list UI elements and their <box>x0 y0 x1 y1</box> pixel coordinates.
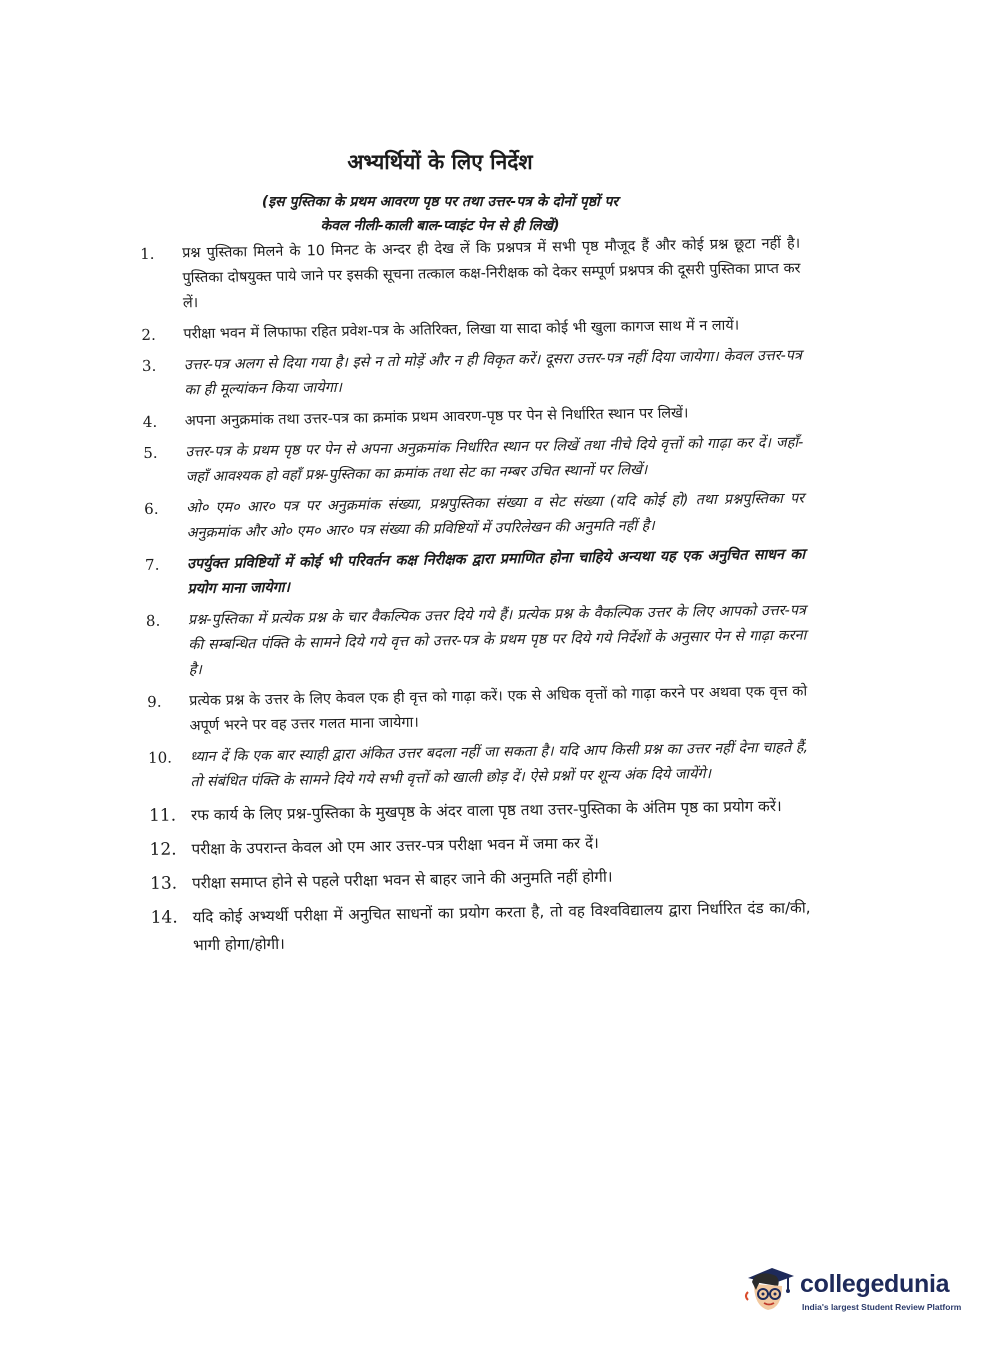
student-mascot-icon <box>742 1262 796 1316</box>
page-title: अभ्यर्थियों के लिए निर्देश <box>347 150 533 174</box>
page-subtitle <box>180 190 700 238</box>
instruction-text: प्रश्न पुस्तिका मिलने के 10 मिनट के अन्दर ही देख लें कि प्रश्नपत्र में सभी पृष्ठ मौजूद हैं और कोई प्रश्न छूटा नहीं है। पुस्तिका दोषयुक्त पाये जाने पर इसकी सूचना तत्काल कक्ष-निरीक्षक को देकर सम्पूर्ण प्रश्नपत्र की दूसरी पुस्तिका प्राप्त कर लें। <box>182 235 801 312</box>
instruction-number: 8. <box>145 611 161 630</box>
instruction-text: परीक्षा के उपरान्त केवल ओ एम आर उत्तर-पत्र परीक्षा भवन में जमा कर दें। <box>191 833 599 859</box>
instruction-number: 1. <box>140 244 155 263</box>
instruction-text: प्रश्न-पुस्तिका में प्रत्येक प्रश्न के चार वैकल्पिक उत्तर दिये गये हैं। प्रत्येक प्रश्न के वैकल्पिक उत्तर के लिए आपको उत्तर-पत्र की सम्बन्धित पंक्ति के सामने दिये गये वृत्त को उत्तर-पत्र के प्रथम पृष्ठ पर दिये गये निर्देशों के अनुसार पेन से गाढ़ा करना है। <box>187 602 807 679</box>
instruction-text: उपर्युक्त प्रविष्टियों में कोई भी परिवर्तन कक्ष निरीक्षक द्वारा प्रमाणित होना चाहिये अन्यथा यह एक अनुचित साधन का प्रयोग माना जायेगा। <box>186 546 806 598</box>
instruction-item <box>145 543 806 603</box>
instruction-number: 14. <box>150 907 178 928</box>
instruction-item <box>149 792 809 830</box>
instruction-number: 11. <box>148 805 177 826</box>
instruction-item <box>150 860 810 898</box>
instruction-item <box>147 680 808 740</box>
instruction-item <box>149 826 809 864</box>
instruction-item <box>143 400 803 435</box>
subtitle-line-2: केवल नीली-काली बाल-प्वाइंट पेन से ही लिखें) <box>320 218 560 234</box>
instruction-item <box>146 599 807 684</box>
instruction-number: 2. <box>141 325 156 344</box>
instruction-item <box>142 344 803 404</box>
instruction-text: उत्तर-पत्र के प्रथम पृष्ठ पर पेन से अपना अनुक्रमांक निर्धारित स्थान पर लिखें तथा नीचे दिये वृत्तों को गाढ़ा कर दें। जहाँ-जहाँ आवश्यक हो वहाँ प्रश्न-पुस्तिका का क्रमांक तथा सेट का नम्बर उचित स्थानों पर लिखें। <box>185 434 804 486</box>
instruction-list <box>140 232 811 966</box>
instruction-number: 9. <box>147 692 162 711</box>
instruction-text: परीक्षा भवन में लिफाफा रहित प्रवेश-पत्र के अतिरिक्त, लिखा या सादा कोई भी खुला कागज साथ में न लायें। <box>183 317 740 343</box>
subtitle-line-1: (इस पुस्तिका के प्रथम आवरण पृष्ठ पर तथा उत्तर-पत्र के दोनों पृष्ठों पर <box>261 194 619 210</box>
instruction-text: परीक्षा समाप्त होने से पहले परीक्षा भवन से बाहर जाने की अनुमति नहीं होगी। <box>191 867 613 893</box>
instruction-number: 4. <box>142 412 158 431</box>
instruction-number: 5. <box>143 443 158 462</box>
instruction-text: रफ कार्य के लिए प्रश्न-पुस्तिका के मुखपृष्ठ के अंदर वाला पृष्ठ तथा उत्तर-पुस्तिका के अंतिम पृष्ठ का प्रयोग करें। <box>190 796 782 825</box>
brand-name: collegedunia <box>800 1270 950 1298</box>
instruction-item <box>140 232 801 317</box>
instruction-text: यदि कोई अभ्यर्थी परीक्षा में अनुचित साधनों का प्रयोग करता है, तो वह विश्वविद्यालय द्वारा निर्धारित दंड का/की, भागी होगा/होगी। <box>192 898 811 955</box>
instruction-text: उत्तर-पत्र अलग से दिया गया है। इसे न तो मोड़ें और न ही विकृत करें। दूसरा उत्तर-पत्र नहीं दिया जायेगा। केवल उत्तर-पत्र का ही मूल्यांकन किया जायेगा। <box>183 347 802 399</box>
instruction-number: 7. <box>144 555 160 574</box>
instruction-item <box>150 894 811 960</box>
instruction-item <box>143 431 804 491</box>
instruction-number: 10. <box>147 748 173 767</box>
instruction-text: प्रत्येक प्रश्न के उत्तर के लिए केवल एक ही वृत्त को गाढ़ा करें। एक से अधिक वृत्तों को गाढ़ा करने पर अथवा एक वृत्त को अपूर्ण भरने पर वह उत्तर गलत माना जायेगा। <box>189 683 808 735</box>
instruction-number: 12. <box>149 839 177 860</box>
instruction-number: 3. <box>141 356 157 375</box>
instruction-item <box>141 313 801 348</box>
instruction-number: 6. <box>144 499 159 518</box>
instruction-text: अपना अनुक्रमांक तथा उत्तर-पत्र का क्रमांक प्रथम आवरण-पृष्ठ पर पेन से निर्धारित स्थान पर लिखें। <box>184 405 689 430</box>
instruction-number: 13. <box>149 873 178 894</box>
brand-tagline: India's largest Student Review Platform <box>802 1302 962 1312</box>
instruction-item <box>144 487 805 547</box>
instruction-text: ओ० एम० आर० पत्र पर अनुक्रमांक संख्या, प्रश्नपुस्तिका संख्या व सेट संख्या (यदि कोई हो) तथा प्रश्नपुस्तिका पर अनुक्रमांक और ओ० एम० आर० पत्र संख्या की प्रविष्टियों में उपरिलेखन की अनुमति नहीं है। <box>186 490 805 542</box>
instruction-text: ध्यान दें कि एक बार स्याही द्वारा अंकित उत्तर बदला नहीं जा सकता है। यदि आप किसी प्रश्न का उत्तर नहीं देना चाहते हैं, तो संबंधित पंक्ति के सामने दिये गये सभी वृत्तों को खाली छोड़ दें। ऐसे प्रश्नों पर शून्य अंक दिये जायेंगे। <box>189 739 809 791</box>
instruction-item <box>148 736 809 796</box>
collegedunia-watermark <box>742 1262 972 1322</box>
